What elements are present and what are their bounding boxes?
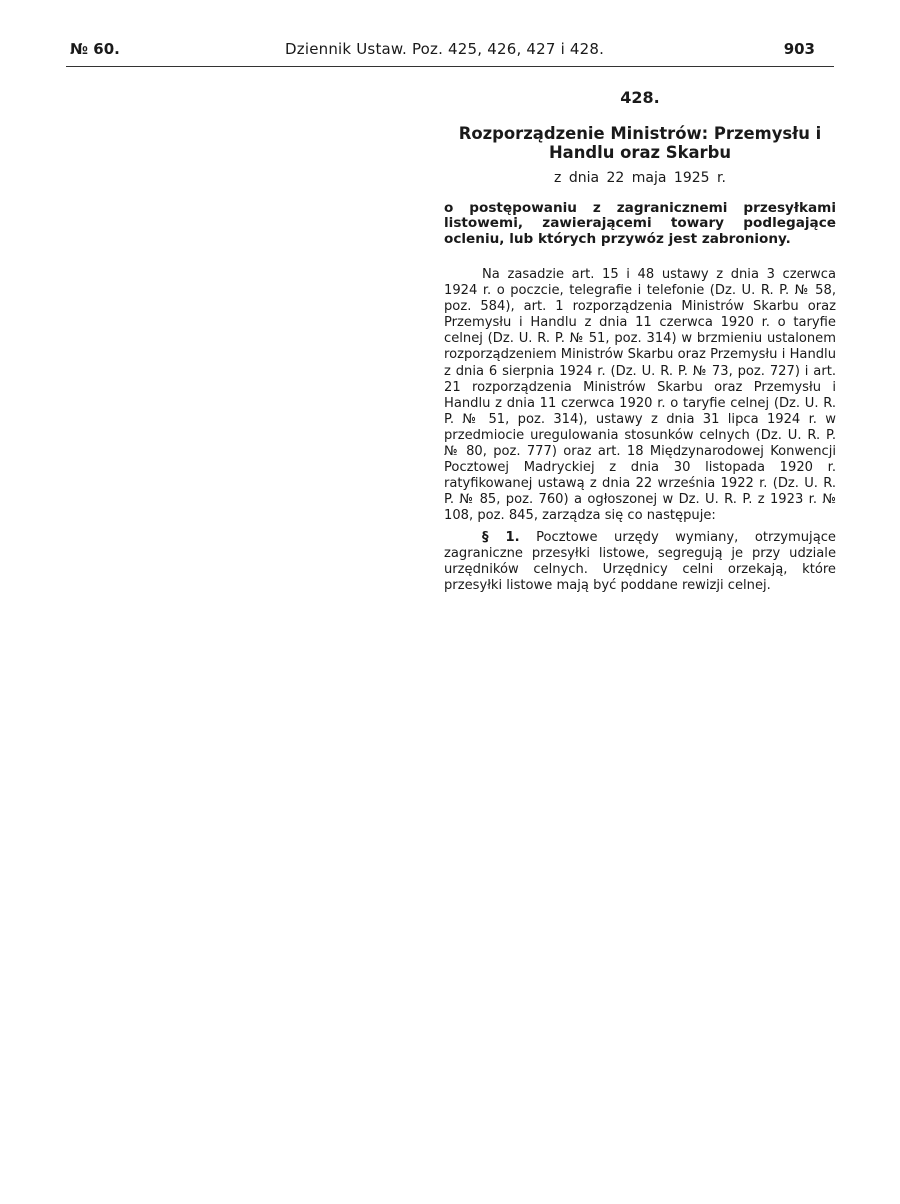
article-subject: o postępowaniu z zagranicznemi przesyłkami listowemi, zawierającemi towary podlegające ocleniu, lub których przywóz jest zabroniony.	[444, 199, 836, 248]
issue-number: № 60.	[70, 40, 120, 58]
preamble-paragraph: Na zasadzie art. 15 i 48 ustawy z dnia 3 czerwca 1924 r. o poczcie, telegrafie i telefonie (Dz. U. R. P. № 58, poz. 584), art. 1 rozporządzenia Ministrów Skarbu oraz Przemysłu i Handlu z dnia 11 czerwca 1920 r. o taryfie celnej (Dz. U. R. P. № 51, poz. 314) w brzmieniu ustalonem rozporządzeniem Ministrów Skarbu oraz Przemysłu i Handlu z dnia 6 sierpnia 1924 r. (Dz. U. R. P. № 73, poz. 727) i art. 21 rozporządzenia Ministrów Skarbu oraz Przemysłu i Handlu z dnia 11 czerwca 1920 r. o taryfie celnej (Dz. U. R. P. № 51, poz. 314), ustawy z dnia 31 lipca 1924 r. w przedmiocie uregulowania stosunków celnych (Dz. U. R. P. № 80, poz. 777) oraz art. 18 Międzynarodowej Konwencji Pocztowej Madryckiej z dnia 30 listopada 1920 r. ratyfikowanej ustawą z dnia 22 września 1922 r. (Dz. U. R. P. № 85, poz. 760) a ogłoszonej w Dz. U. R. P. z 1923 r. № 108, poz. 845, zarządza się co następuje:	[444, 266, 836, 524]
text-column	[444, 90, 836, 594]
page-header	[70, 40, 833, 66]
running-title: Dziennik Ustaw. Poz. 425, 426, 427 i 428.	[285, 40, 605, 58]
section-1-label: § 1.	[482, 530, 520, 546]
article-date: z dnia 22 maja 1925 r.	[554, 170, 726, 187]
page-number: 903	[783, 40, 815, 58]
section-1-paragraph	[444, 530, 836, 594]
article-number: 428.	[620, 88, 660, 107]
article-title: Rozporządzenie Ministrów: Przemysłu i Handlu oraz Skarbu	[458, 124, 822, 163]
header-rule	[66, 66, 834, 67]
section-1-text: Pocztowe urzędy wymiany, otrzymujące zagraniczne przesyłki listowe, segregują je przy udziale urzędników celnych. Urzędnicy celni orzekają, które przesyłki listowe mają być poddane rewizji celnej.	[444, 530, 836, 594]
